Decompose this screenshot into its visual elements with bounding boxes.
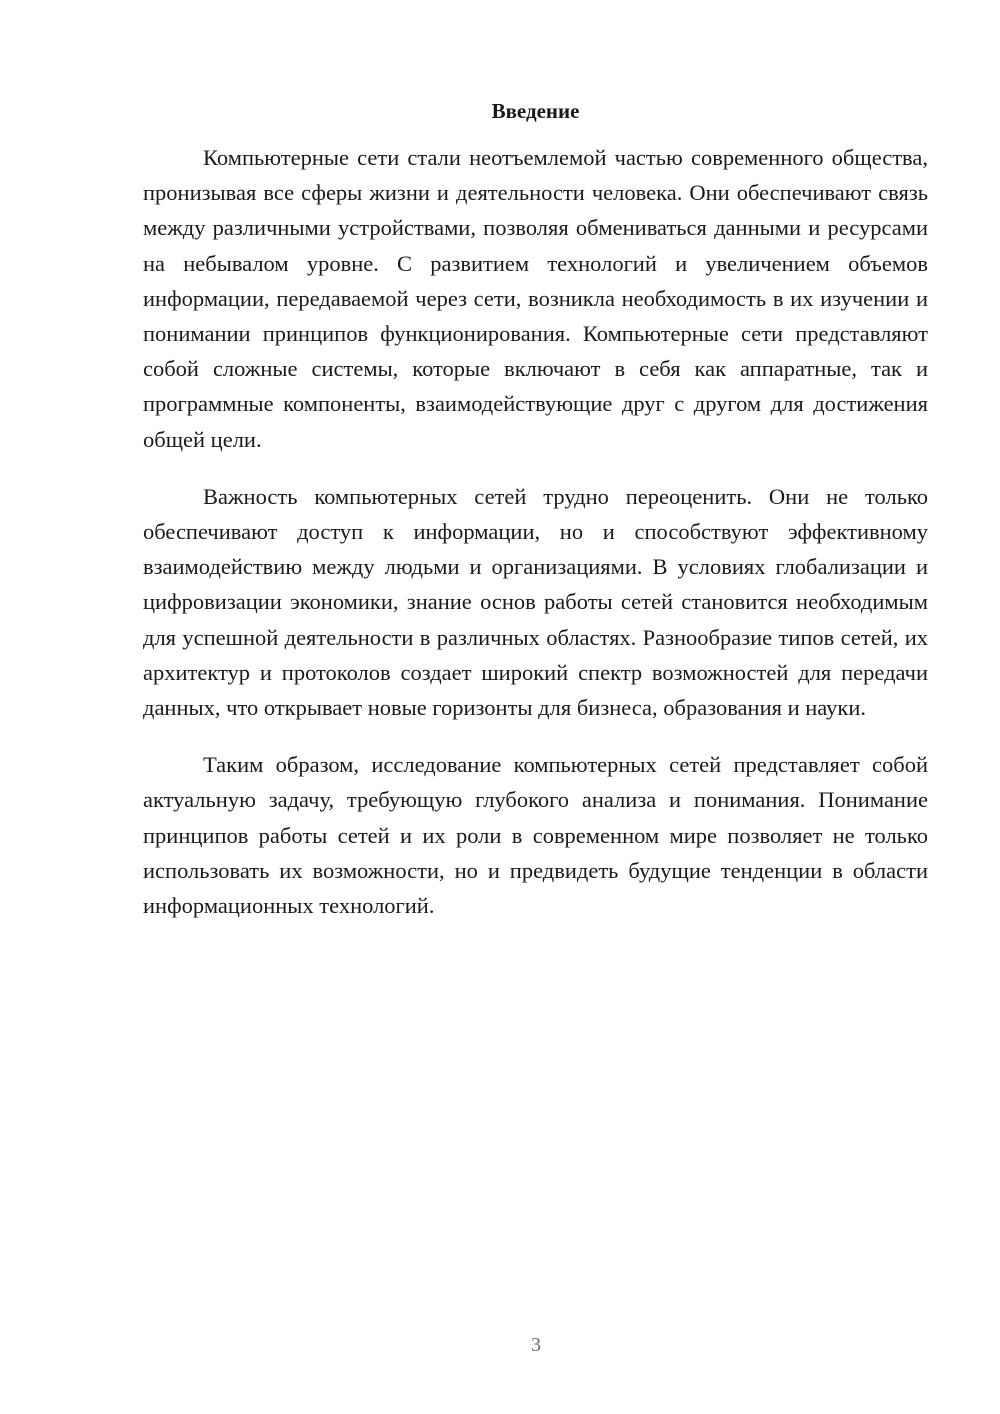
paragraph-2: Важность компьютерных сетей трудно переоценить. Они не только обеспечивают доступ к информации, но и способствуют эффективному взаимодействию между людьми и организациями. В условиях глобализации и цифровизации экономики, знание основ работы сетей становится необходимым для успешной деятельности в различных областях. Разнообразие типов сетей, их архитектур и протоколов создает широкий спектр возможностей для передачи данных, что открывает новые горизонты для бизнеса, образования и науки. — [143, 483, 928, 721]
page-content — [143, 94, 928, 945]
page-title: Введение — [491, 99, 580, 123]
paragraph-1: Компьютерные сети стали неотъемлемой частью современного общества, пронизывая все сферы жизни и деятельности человека. Они обеспечивают связь между различными устройствами, позволяя обмениваться данными и ресурсами на небывалом уровне. С развитием технологий и увеличением объемов информации, передаваемой через сети, возникла необходимость в их изучении и понимании принципов функционирования. Компьютерные сети представляют собой сложные системы, которые включают в себя как аппаратные, так и программные компоненты, взаимодействующие друг с другом для достижения общей цели. — [143, 145, 928, 452]
paragraph-3: Таким образом, исследование компьютерных сетей представляет собой актуальную задачу, требующую глубокого анализа и понимания. Понимание принципов работы сетей и их роли в современном мире позволяет не только использовать их возможности, но и предвидеть будущие тенденции в области информационных технологий. — [143, 752, 928, 919]
page-number: 3 — [531, 1334, 541, 1356]
